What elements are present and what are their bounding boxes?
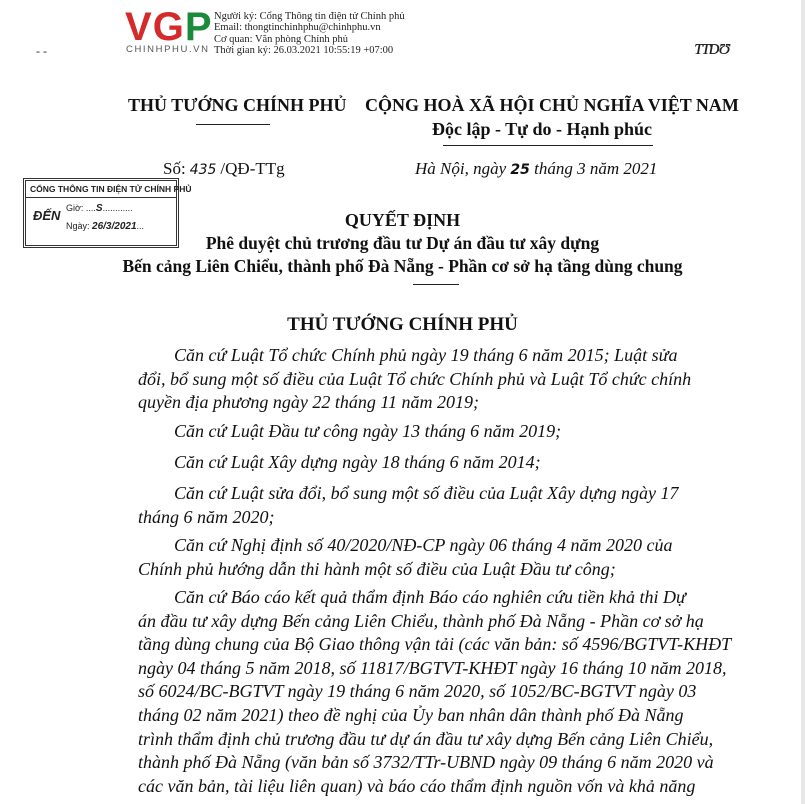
- paragraph-line: Căn cứ Nghị định số 40/2020/NĐ-CP ngày 06 tháng 4 năm 2020 của: [174, 535, 673, 555]
- paragraph-line: tháng 02 năm 2021) theo đề nghị của Ủy ban nhân dân thành phố Đà Nẵng: [138, 704, 684, 725]
- logo-subtitle: CHINHPHU.VN: [126, 44, 210, 55]
- logo-letter-v: V: [125, 5, 153, 49]
- paragraph-line: số 6024/BC-BGTVT ngày 19 tháng 6 năm 2020, số 1052/BC-BGTVT ngày 03: [138, 681, 697, 702]
- document-number: [163, 159, 285, 179]
- stamp-date-value: 26/3/2021: [92, 221, 137, 232]
- digital-signature: [214, 11, 405, 57]
- signature-time: Thời gian ký: 26.03.2021 10:55:19 +07:00: [214, 45, 394, 57]
- stamp-time-value: S: [95, 203, 103, 214]
- paragraph-line: các văn bản, tài liệu liên quan) và báo cáo thẩm định nguồn vốn và khả năng: [138, 775, 696, 796]
- left-header-issuer: THỦ TƯỚNG CHÍNH PHỦ: [128, 95, 347, 115]
- decision-subject-line-2: Bến cảng Liên Chiểu, thành phố Đà Nẵng - Phần cơ sở hạ tầng dùng chung: [122, 256, 683, 276]
- date-prefix: Hà Nội, ngày: [415, 159, 507, 178]
- handwritten-mark: ᴛᴛᴅʊ: [694, 34, 730, 59]
- national-title: CỘNG HOÀ XÃ HỘI CHỦ NGHĨA VIỆT NAM: [365, 95, 739, 115]
- citation-paragraph: [138, 420, 728, 444]
- citation-paragraph: [138, 344, 728, 415]
- decision-subject-line-1: Phê duyệt chủ trương đầu tư Dự án đầu tư xây dựng: [205, 233, 600, 253]
- citation-paragraph: [138, 451, 728, 475]
- paragraph-line: Căn cứ Luật Đầu tư công ngày 13 tháng 6 năm 2019;: [174, 421, 562, 441]
- stamp-date-row: Ngày: 26/3/2021...: [66, 221, 145, 232]
- citation-paragraph: [138, 482, 728, 529]
- stamp-den-label: ĐẾN: [33, 208, 61, 223]
- stamp-org: CỔNG THÔNG TIN ĐIỆN TỬ CHÍNH PHỦ: [30, 184, 192, 194]
- stamp-date-label: Ngày:: [66, 221, 90, 231]
- paragraph-line: trình thẩm định chủ trương đầu tư dự án đầu tư xây dựng Bến cảng Liên Chiểu,: [138, 728, 714, 749]
- vgp-logo: [125, 5, 213, 49]
- doc-number-prefix: Số:: [163, 159, 186, 178]
- margin-mark: - -: [36, 44, 47, 58]
- title-rule: [413, 284, 459, 285]
- date-day: 25: [510, 162, 530, 178]
- doc-number-suffix: /QĐ-TTg: [220, 159, 285, 178]
- doc-number-value: 435: [189, 162, 217, 178]
- signature-email: Email: thongtinchinhphu@chinhphu.vn: [214, 22, 381, 34]
- stamp-time-label: Giờ:: [66, 203, 84, 213]
- decision-title: QUYẾT ĐỊNH: [344, 210, 461, 230]
- paragraph-line: thành phố Đà Nẵng (văn bản số 3732/TTr-UBND ngày 09 tháng 6 năm 2020 và: [138, 752, 714, 773]
- paragraph-line: Căn cứ Luật sửa đổi, bổ sung một số điều của Luật Xây dựng ngày 17: [174, 483, 679, 503]
- paragraph-line: quyền địa phương ngày 22 tháng 11 năm 2019;: [138, 392, 480, 413]
- paragraph-line: Căn cứ Luật Tổ chức Chính phủ ngày 19 tháng 6 năm 2015; Luật sửa: [174, 345, 678, 365]
- logo-letter-g: G: [152, 5, 185, 49]
- paragraph-line: tầng dùng chung của Bộ Giao thông vận tải (các văn bản: số 4596/BGTVT-KHĐT: [138, 634, 732, 655]
- paragraph-line: đổi, bổ sung một số điều của Luật Tổ chức Chính phủ và Luật Tổ chức chính: [138, 368, 692, 389]
- motto-rule: [443, 145, 653, 146]
- paragraph-line: tháng 6 năm 2020;: [138, 506, 275, 527]
- paragraph-line: án đầu tư xây dựng Bến cảng Liên Chiểu, thành phố Đà Nẵng - Phần cơ sở hạ: [138, 610, 704, 631]
- left-header-rule: [196, 124, 270, 125]
- paragraph-line: Căn cứ Luật Xây dựng ngày 18 tháng 6 năm 2014;: [174, 452, 541, 472]
- national-motto: Độc lập - Tự do - Hạnh phúc: [432, 119, 653, 139]
- paragraph-line: Căn cứ Báo cáo kết quả thẩm định Báo cáo nghiên cứu tiền khả thi Dự: [174, 587, 686, 607]
- signature-signer: Người ký: Cổng Thông tin điện tử Chính phủ: [214, 11, 405, 22]
- paragraph-line: Chính phủ hướng dẫn thi hành một số điều của Luật Đầu tư công;: [138, 558, 616, 579]
- page-edge: [801, 0, 805, 804]
- document-date: [415, 159, 657, 179]
- issuer-heading: THỦ TƯỚNG CHÍNH PHỦ: [287, 314, 518, 335]
- citation-paragraph: [138, 534, 728, 581]
- stamp-divider: [26, 197, 176, 198]
- date-rest: tháng 3 năm 2021: [534, 159, 658, 178]
- citation-paragraph: [138, 586, 732, 798]
- signature-agency: Cơ quan: Văn phòng Chính phủ: [214, 33, 348, 45]
- stamp-time-row: Giờ: ....S............: [66, 203, 133, 214]
- logo-letter-p: P: [184, 5, 213, 49]
- paragraph-line: ngày 04 tháng 5 năm 2018, số 11817/BGTVT-KHĐT ngày 16 tháng 10 năm 2018,: [138, 657, 727, 678]
